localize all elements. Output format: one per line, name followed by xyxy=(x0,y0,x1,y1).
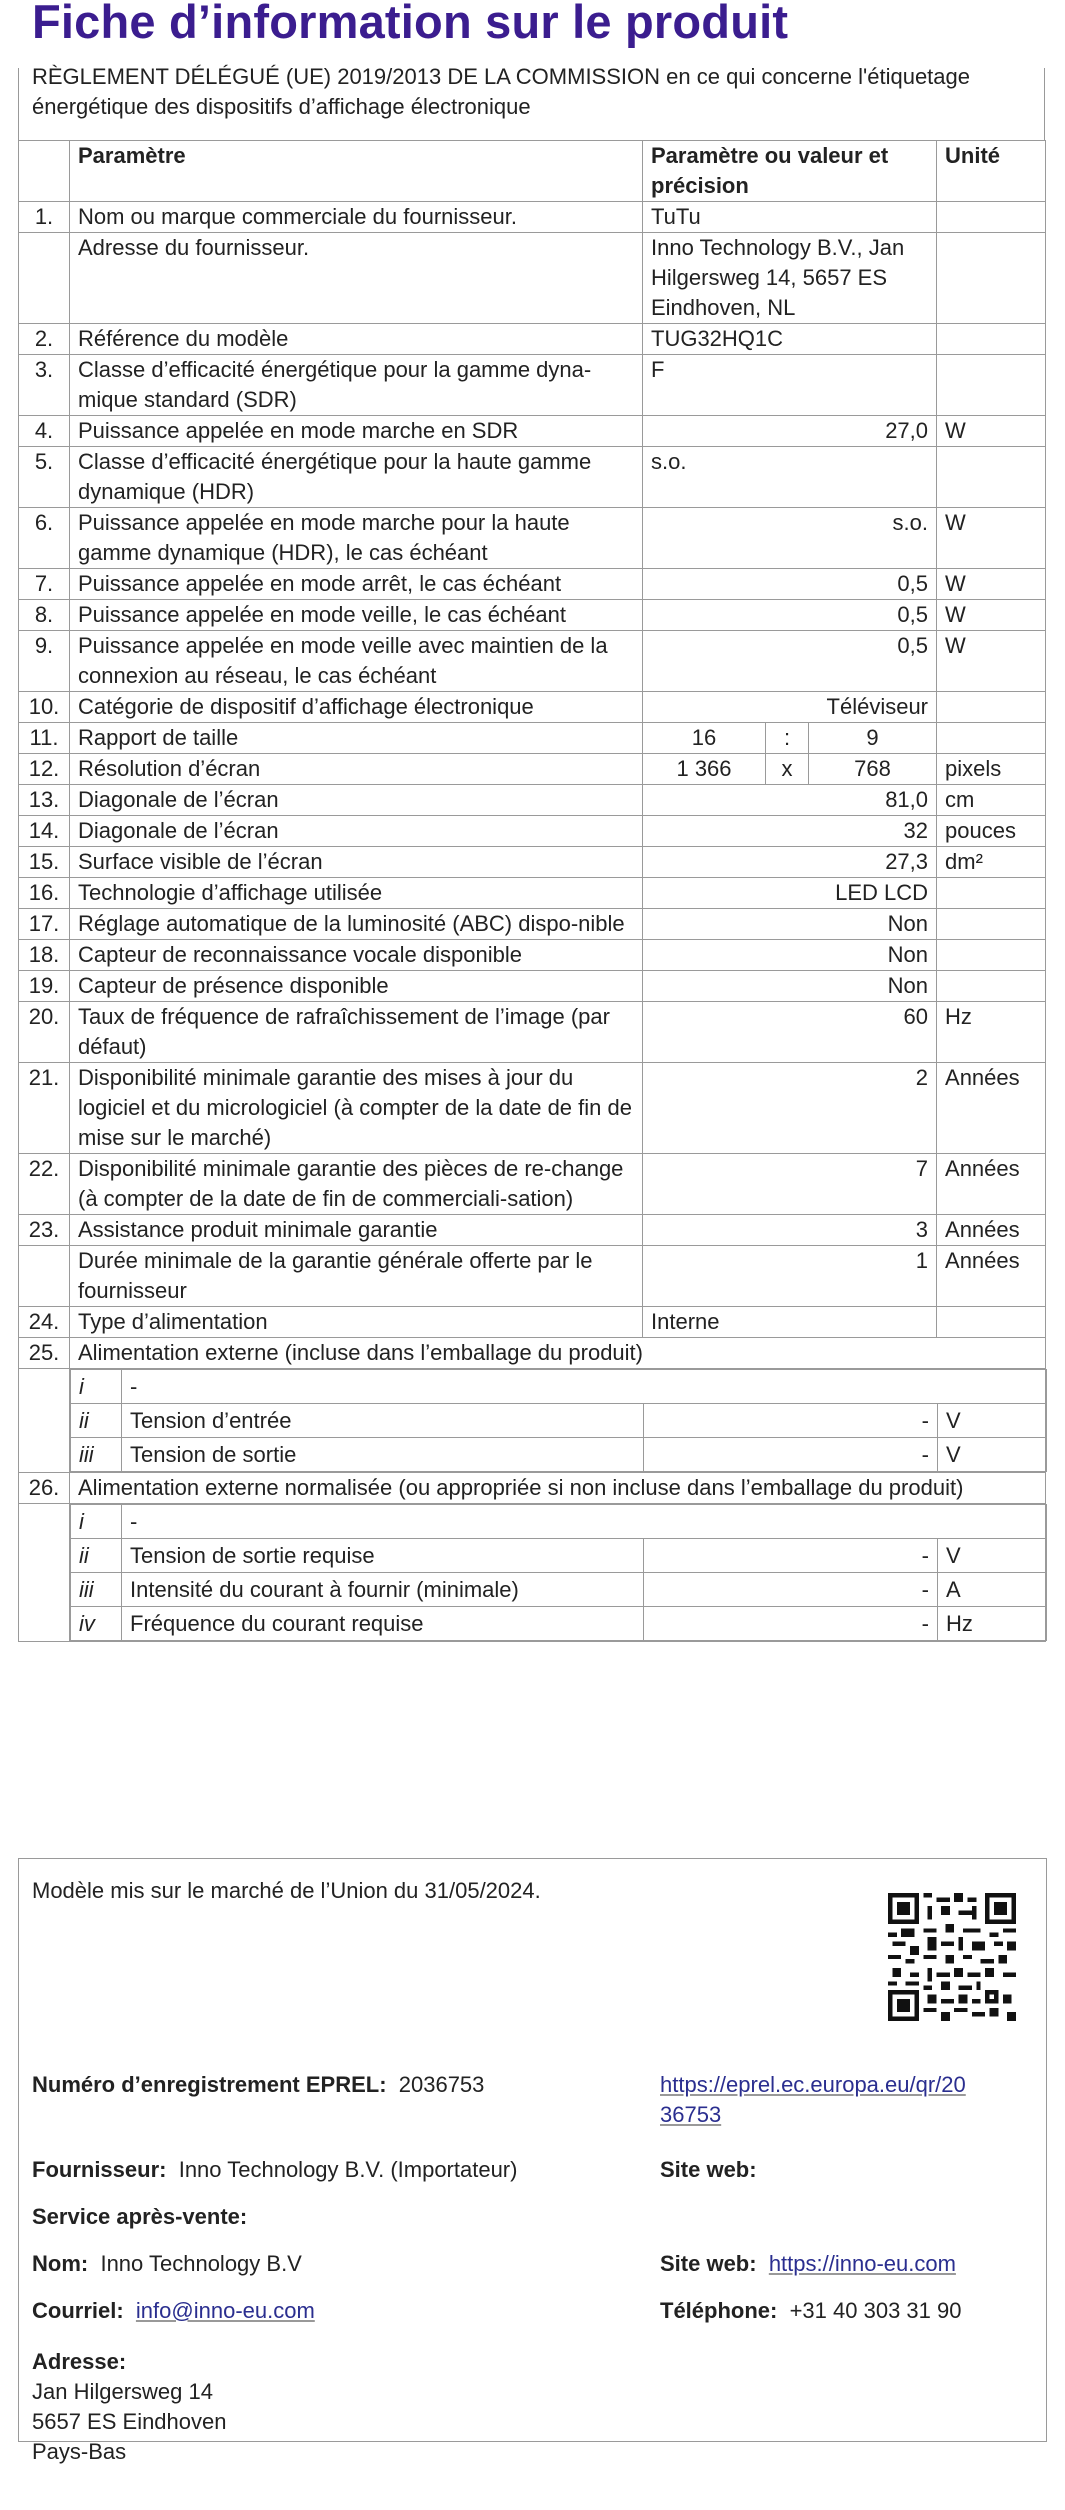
email-row xyxy=(32,2296,315,2326)
table-row: 22. Disponibilité minimale garantie des pièces de re-change (à compter de la date de fin de commerciali-sation) 7 Années xyxy=(19,1154,1046,1215)
table-row: 15. Surface visible de l’écran 27,3 dm² xyxy=(19,847,1046,878)
eprel-number: 2036753 xyxy=(398,2072,485,2097)
table-row: 7. Puissance appelée en mode arrêt, le cas échéant 0,5 W xyxy=(19,569,1046,600)
table-row: Adresse du fournisseur. Inno Technology B.V., Jan Hilgersweg 14, 5657 ES Eindhoven, NL xyxy=(19,233,1046,324)
table-row: 2. Référence du modèle TUG32HQ1C xyxy=(19,324,1046,355)
table-row: 8. Puissance appelée en mode veille, le cas échéant 0,5 W xyxy=(19,600,1046,631)
phone-row xyxy=(660,2296,961,2326)
name-row xyxy=(32,2249,302,2279)
header-value: Paramètre ou valeur et précision xyxy=(643,141,937,202)
page-title: Fiche d’information sur le produit xyxy=(32,0,789,48)
supplier-row xyxy=(32,2155,517,2185)
name-value: Inno Technology B.V xyxy=(100,2251,302,2276)
name-label: Nom: xyxy=(32,2251,89,2276)
subtable-row xyxy=(19,1504,1046,1642)
table-row: 5. Classe d’efficacité énergétique pour la haute gamme dynamique (HDR) s.o. xyxy=(19,447,1046,508)
supplier-value: Inno Technology B.V. (Importateur) xyxy=(178,2157,518,2182)
table-row: 12. Résolution d’écran 1 366 x 768 pixels xyxy=(19,754,1046,785)
table-row: 26. Alimentation externe normalisée (ou appropriée si non incluse dans l’emballage du produit) xyxy=(19,1473,1046,1504)
table-row: 6. Puissance appelée en mode marche pour la haute gamme dynamique (HDR), le cas échéant s.o. W xyxy=(19,508,1046,569)
product-info-table xyxy=(18,140,1046,1642)
website2-row xyxy=(660,2249,956,2279)
eprel-link-line1[interactable]: https://eprel.ec.europa.eu/qr/20 xyxy=(660,2072,966,2097)
website-link[interactable]: https://inno-eu.com xyxy=(768,2251,956,2276)
standard-power-subtable xyxy=(70,1504,1047,1641)
table-row: 20. Taux de fréquence de rafraîchissement de l’image (par défaut) 60 Hz xyxy=(19,1002,1046,1063)
table-row: 25. Alimentation externe (incluse dans l’emballage du produit) xyxy=(19,1338,1046,1369)
external-power-subtable xyxy=(70,1369,1047,1472)
header-param: Paramètre xyxy=(70,141,643,202)
phone-value: +31 40 303 31 90 xyxy=(789,2298,962,2323)
market-date-text: Modèle mis sur le marché de l’Union du 31/05/2024. xyxy=(32,1878,541,1903)
website-label: Site web: xyxy=(660,2157,757,2182)
phone-label: Téléphone: xyxy=(660,2298,778,2323)
table-header-row xyxy=(19,141,1046,202)
eprel-label: Numéro d’enregistrement EPREL: xyxy=(32,2072,387,2097)
table-row: 9. Puissance appelée en mode veille avec maintien de la connexion au réseau, le cas échéant 0,5 W xyxy=(19,631,1046,692)
website2-label: Site web: xyxy=(660,2251,757,2276)
address-label: Adresse: xyxy=(32,2349,127,2374)
subtable-row-item: iv Fréquence du courant requise - Hz xyxy=(71,1607,1047,1641)
qr-code-icon[interactable] xyxy=(888,1893,1016,2021)
table-row: 17. Réglage automatique de la luminosité (ABC) dispo-nible Non xyxy=(19,909,1046,940)
service-label: Service après-vente: xyxy=(32,2204,248,2229)
subtable-row-item: i - xyxy=(71,1370,1047,1404)
subtable-row-item: iii Intensité du courant à fournir (minimale) - A xyxy=(71,1573,1047,1607)
table-row: 11. Rapport de taille 16 : 9 xyxy=(19,723,1046,754)
table-row: 10. Catégorie de dispositif d’affichage électronique Téléviseur xyxy=(19,692,1046,723)
table-row: 14. Diagonale de l’écran 32 pouces xyxy=(19,816,1046,847)
subtable-row-item: ii Tension d’entrée - V xyxy=(71,1404,1047,1438)
address-line-3: Pays-Bas xyxy=(32,2439,127,2464)
table-row: 19. Capteur de présence disponible Non xyxy=(19,971,1046,1002)
header-unit: Unité xyxy=(937,141,1046,202)
table-row: Durée minimale de la garantie générale offerte par le fournisseur 1 Années xyxy=(19,1246,1046,1307)
table-row: 13. Diagonale de l’écran 81,0 cm xyxy=(19,785,1046,816)
email-label: Courriel: xyxy=(32,2298,124,2323)
table-row: 23. Assistance produit minimale garantie 3 Années xyxy=(19,1215,1046,1246)
eprel-link[interactable] xyxy=(660,2070,966,2130)
subtable-row-item: i - xyxy=(71,1505,1047,1539)
supplier-label: Fournisseur: xyxy=(32,2157,167,2182)
table-row: 21. Disponibilité minimale garantie des mises à jour du logiciel et du micrologiciel (à compter de la date de fin de mise sur le marché) 2 Années xyxy=(19,1063,1046,1154)
subtable-row-item: iii Tension de sortie - V xyxy=(71,1438,1047,1472)
email-link[interactable]: info@inno-eu.com xyxy=(135,2298,315,2323)
table-row: 3. Classe d’efficacité énergétique pour la gamme dyna-mique standard (SDR) F xyxy=(19,355,1046,416)
address-line-1: Jan Hilgersweg 14 xyxy=(32,2379,213,2404)
eprel-link-line2[interactable]: 36753 xyxy=(660,2102,722,2127)
subtable-row xyxy=(19,1369,1046,1473)
table-row: 24. Type d’alimentation Interne xyxy=(19,1307,1046,1338)
regulation-text: RÈGLEMENT DÉLÉGUÉ (UE) 2019/2013 DE LA COMMISSION en ce qui concerne l'étiquetage énergétique des dispositifs d’affichage électronique xyxy=(32,64,970,119)
eprel-row xyxy=(32,2070,484,2100)
subtable-row-item: ii Tension de sortie requise - V xyxy=(71,1539,1047,1573)
table-row: 1. Nom ou marque commerciale du fournisseur. TuTu xyxy=(19,202,1046,233)
table-row: 18. Capteur de reconnaissance vocale disponible Non xyxy=(19,940,1046,971)
table-row: 4. Puissance appelée en mode marche en SDR 27,0 W xyxy=(19,416,1046,447)
table-row: 16. Technologie d’affichage utilisée LED LCD xyxy=(19,878,1046,909)
address-line-2: 5657 ES Eindhoven xyxy=(32,2409,227,2434)
